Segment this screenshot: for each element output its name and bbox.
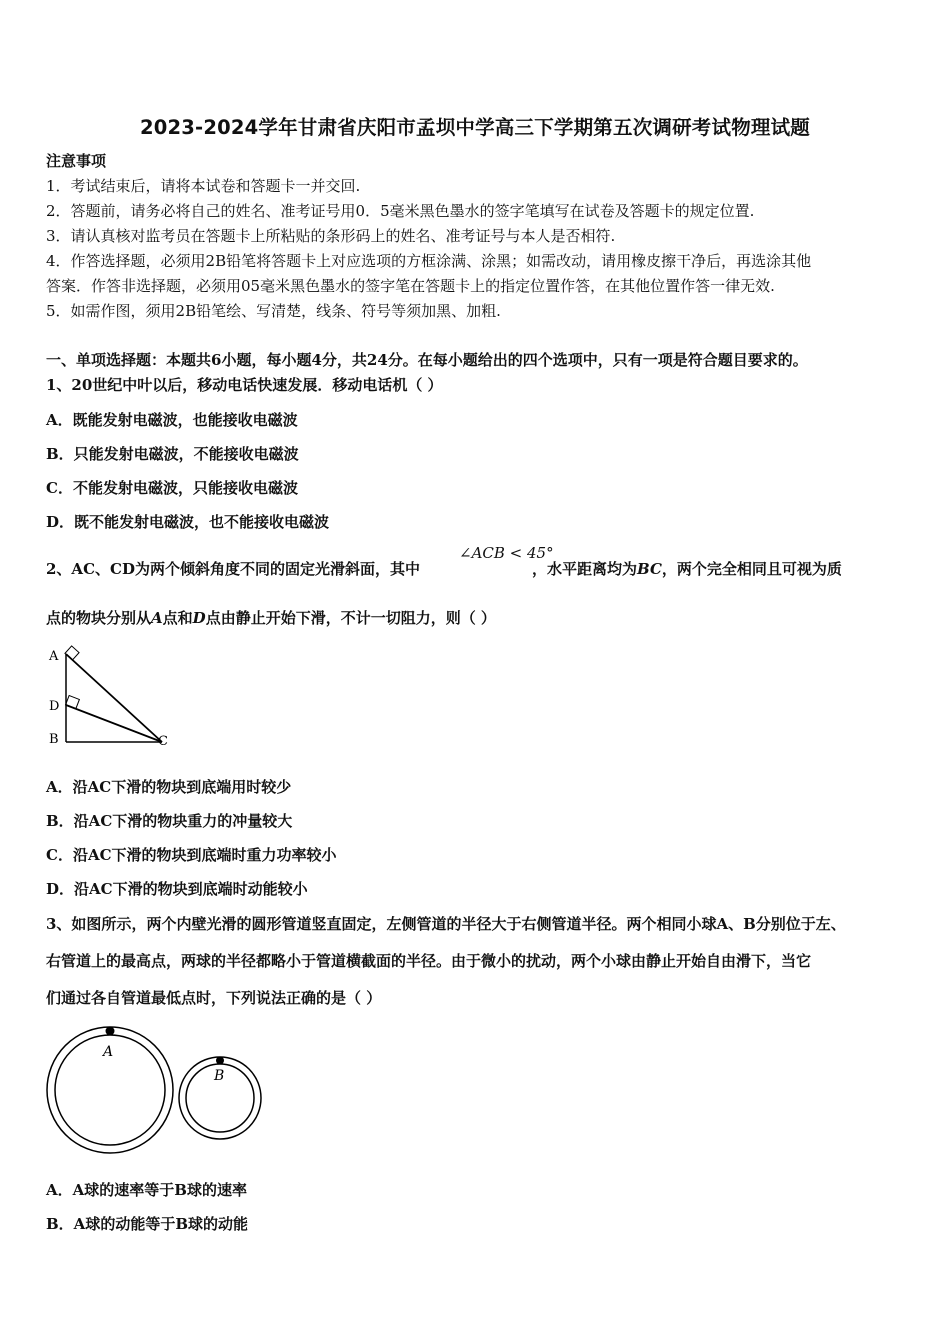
q1-option-a: A．既能发射电磁波，也能接收电磁波	[46, 411, 298, 429]
ball-b	[216, 1057, 224, 1065]
notice-item: 答案．作答非选择题，必须用05毫米黑色墨水的签字笔在答题卡上的指定位置作答，在其他位置作答一律无效.	[46, 277, 775, 295]
question-2-stem-line2	[46, 608, 496, 628]
label-b: B	[49, 732, 59, 747]
q2-stem-part1: 2、AC、CD为两个倾斜角度不同的固定光滑斜面，其中	[46, 560, 420, 578]
q2-option-c: C．沿AC下滑的物块到底端时重力功率较小	[46, 846, 337, 864]
question-3-stem-line1: 3、如图所示，两个内壁光滑的圆形管道竖直固定，左侧管道的半径大于右侧管道半径。两个相同小球A、B分别位于左、	[46, 915, 846, 933]
q1-option-c: C．不能发射电磁波，只能接收电磁波	[46, 479, 298, 497]
q3-option-a: A．A球的速率等于B球的速率	[46, 1181, 247, 1199]
block-at-a	[65, 646, 79, 660]
q2-option-b: B．沿AC下滑的物块重力的冲量较大	[46, 812, 293, 830]
label-a: A	[49, 649, 59, 664]
label-c: C	[158, 734, 168, 749]
label-a: A	[103, 1044, 114, 1060]
q1-option-d: D．既不能发射电磁波，也不能接收电磁波	[46, 513, 330, 531]
page-title: 2023-2024学年甘肃省庆阳市孟坝中学高三下学期第五次调研考试物理试题	[139, 116, 811, 139]
q2-stem-line2-b: 点和	[162, 609, 193, 627]
notice-item: 2．答题前，请务必将自己的姓名、准考证号用0．5毫米黑色墨水的签字笔填写在试卷及答题卡的规定位置.	[46, 202, 755, 220]
question-3-stem-line3: 们通过各自管道最低点时，下列说法正确的是（ ）	[46, 989, 382, 1007]
question-3-stem-line2: 右管道上的最高点，两球的半径都略小于管道横截面的半径。由于微小的扰动，两个小球由静止开始自由滑下，当它	[46, 952, 812, 970]
notice-item: 4．作答选择题，必须用2B铅笔将答题卡上对应选项的方框涂满、涂黑；如需改动，请用橡皮擦干净后，再选涂其他	[46, 252, 812, 270]
q2-stem-part2b: ，两个完全相同且可视为质	[661, 560, 842, 578]
circular-tubes-figure	[40, 1022, 290, 1154]
q1-option-b: B．只能发射电磁波，不能接收电磁波	[46, 445, 299, 463]
q2-option-d: D．沿AC下滑的物块到底端时动能较小	[46, 880, 308, 898]
q2-var-bc: BC	[636, 560, 662, 578]
q2-option-a: A．沿AC下滑的物块到底端用时较少	[46, 778, 292, 796]
question-2-stem-line1	[46, 559, 842, 579]
q2-angle-formula: ∠ACB < 45°	[459, 544, 554, 562]
q2-stem-line2-a: 点的物块分别从	[46, 609, 152, 627]
notice-item: 5．如需作图，须用2B铅笔绘、写清楚，线条、符号等须加黑、加粗.	[46, 302, 501, 320]
label-b: B	[214, 1068, 225, 1084]
q2-var-d: D	[192, 609, 206, 627]
notice-item: 1．考试结束后，请将本试卷和答题卡一并交回.	[46, 177, 361, 195]
section-heading: 一、单项选择题：本题共6小题，每小题4分，共24分。在每小题给出的四个选项中，只有一项是符合题目要求的。	[46, 351, 808, 369]
q2-var-a: A	[151, 609, 163, 627]
ball-a	[106, 1027, 115, 1036]
notice-heading: 注意事项	[46, 152, 107, 170]
label-d: D	[49, 699, 60, 714]
incline-figure	[40, 640, 180, 752]
q2-stem-line2-c: 点由静止开始下滑，不计一切阻力，则（ ）	[205, 609, 496, 627]
q3-option-b: B．A球的动能等于B球的动能	[46, 1215, 248, 1233]
notice-item: 3．请认真核对监考员在答题卡上所粘贴的条形码上的姓名、准考证号与本人是否相符.	[46, 227, 616, 245]
q2-stem-part2a: ，水平距离均为	[531, 560, 637, 578]
question-1-stem: 1、20世纪中叶以后，移动电话快速发展．移动电话机（ ）	[46, 376, 443, 394]
